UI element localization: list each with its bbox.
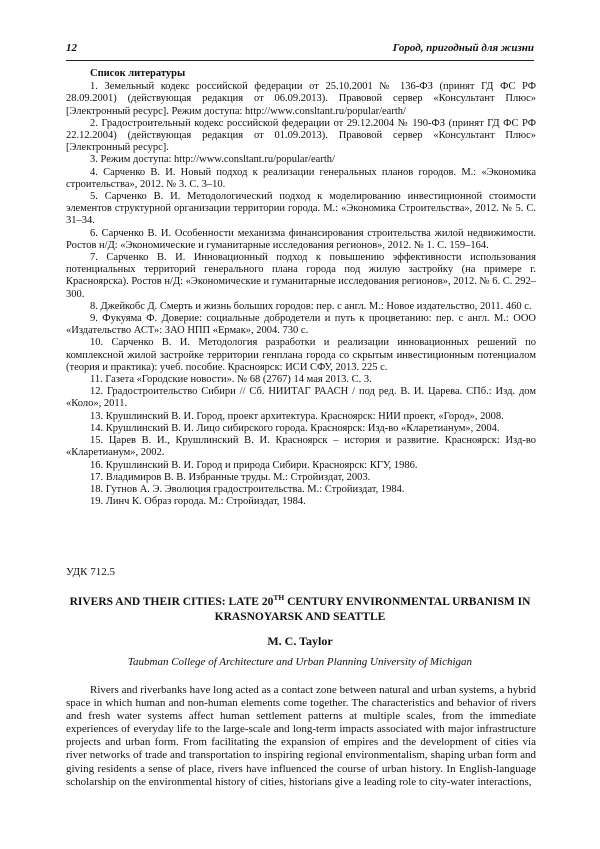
reference-item: 3. Режим доступа: http://www.consltant.ru/popular/earth/ bbox=[90, 154, 335, 166]
reference-item: 14. Крушлинский В. И. Лицо сибирского города. Красноярск: Изд-во «Кларетианум», 2004. bbox=[90, 422, 500, 434]
reference-item: 8. Джейкобс Д. Смерть и жизнь больших городов: пер. с англ. М.: Новое издательство, 2011. 460 с. bbox=[90, 300, 532, 312]
article-author: M. C. Taylor bbox=[267, 634, 333, 648]
reference-item: 7. Сарченко В. И. Инновационный подход к повышению эффективности использования потенциальных территорий генерального плана города под жилую застройку (на примере г. Красноярска). Ростов н/Д: «Экономические и гуманитарные исследования регионов», 2012. № 6. С. 292–300. bbox=[66, 252, 536, 300]
reference-section bbox=[66, 68, 536, 508]
reference-item: 19. Линч К. Образ города. М.: Стройиздат, 1984. bbox=[90, 496, 306, 508]
running-title: Город, пригодный для жизни bbox=[392, 42, 534, 54]
reference-item: 10. Сарченко В. И. Методология разработки и реализации инновационных решений по комплексной жилой застройке территории генплана города со скрытым инвестиционным потенциалом (теория и практика): учеб. пособие. Красноярск: ИСИ СФУ, 2013. 225 с. bbox=[66, 337, 536, 373]
reference-item: 13. Крушлинский В. И. Город, проект архитектура. Красноярск: НИИ проект, «Город», 2008. bbox=[90, 410, 504, 422]
reference-heading: Список литературы bbox=[90, 68, 186, 79]
header-divider bbox=[66, 60, 534, 61]
reference-item: 16. Крушлинский В. И. Город и природа Сибири. Красноярск: КГУ, 1986. bbox=[90, 459, 418, 471]
author-affiliation: Taubman College of Architecture and Urban Planning University of Michigan bbox=[127, 656, 473, 668]
article-title-part2: CENTURY ENVIRONMENTAL URBANISM IN KRASNOYARSK AND SEATTLE bbox=[214, 595, 531, 623]
article-title-part1: RIVERS AND THEIR CITIES: LATE 20 bbox=[69, 595, 274, 608]
reference-item: 5. Сарченко В. И. Методологический подход к моделированию инвестиционной стоимости элементов структурной организации территории города. М.: «Экономика Строительства», 2012. № 5. С. 31–34. bbox=[66, 191, 536, 227]
reference-item: 12. Градостроительство Сибири // Сб. НИИТАГ РААСН / под ред. В. И. Царева. СПб.: Изд. дом «Коло», 2011. bbox=[66, 386, 536, 410]
reference-item: 18. Гутнов А. Э. Эволюция градостроительства. М.: Стройиздат, 1984. bbox=[90, 483, 405, 495]
reference-item: 2. Градостроительный кодекс российской федерации от 29.12.2004 № 190-ФЗ (принят ГД ФС РФ 22.12.2004) (действующая редакция от 01.09.2013). Правовой сервер «Консультант Плюс» [Электронный ресурс]. bbox=[66, 117, 536, 154]
reference-item: 11. Газета «Городские новости». № 68 (2767) 14 мая 2013. С. 3. bbox=[90, 374, 372, 386]
article-title-superscript: TH bbox=[273, 593, 285, 602]
article-title bbox=[66, 590, 534, 625]
reference-item: 1. Земельный кодекс российской федерации от 25.10.2001 № 136-ФЗ (принят ГД ФС РФ 28.09.2001) (действующая редакция от 06.09.2013). Правовой сервер «Консультант Плюс» [Электронный ресурс]. Режим доступа: http://www.consltant.ru/popular/earth/ bbox=[66, 81, 536, 117]
udc-code: УДК 712.5 bbox=[66, 566, 116, 578]
reference-list bbox=[66, 81, 536, 508]
article-body-paragraph: Rivers and riverbanks have long acted as a contact zone between natural and urban systems, a hybrid space in which human and non-human elements come together. The characteristics and behavior of rivers and fresh water systems affect human settlement patterns at multiple scales, from the immediate experiences of everyday life to the large-scale and long-term impacts associated with major infrastructure projects and urban form. From facilitating the expansion of empires and the development of cities via river networks of trade and transportation to inspiring regional environmentalism, shaping urban form and giving residents a sense of place, rivers have influenced the course of urban history. In English-language scholarship on the environmental history of cities, historians give a leading role to city-water interactions, bbox=[66, 684, 536, 788]
page-number: 12 bbox=[66, 42, 77, 54]
reference-item: 4. Сарченко В. И. Новый подход к реализации генеральных планов городов. М.: «Экономика строительства», 2012. № 3. С. 3–10. bbox=[66, 166, 536, 190]
reference-item: 6. Сарченко В. И. Особенности механизма финансирования строительства жилой недвижимости. Ростов н/Д: «Экономические и гуманитарные исследования регионов», 2012. № 1. С. 159–164. bbox=[66, 227, 536, 251]
page-header bbox=[66, 42, 534, 58]
reference-item: 17. Владимиров В. В. Избранные труды. М.: Стройиздат, 2003. bbox=[90, 471, 371, 483]
reference-item: 15. Царев В. И., Крушлинский В. И. Красноярск – история и развитие. Красноярск: Изд-во «Кларетианум», 2002. bbox=[66, 435, 536, 459]
reference-item: 9. Фукуяма Ф. Доверие: социальные добродетели и путь к процветанию: пер. с англ. М.: ООО «Издательство АСТ»: ЗАО НПП «Ермак», 2004. 730 с. bbox=[66, 313, 536, 337]
